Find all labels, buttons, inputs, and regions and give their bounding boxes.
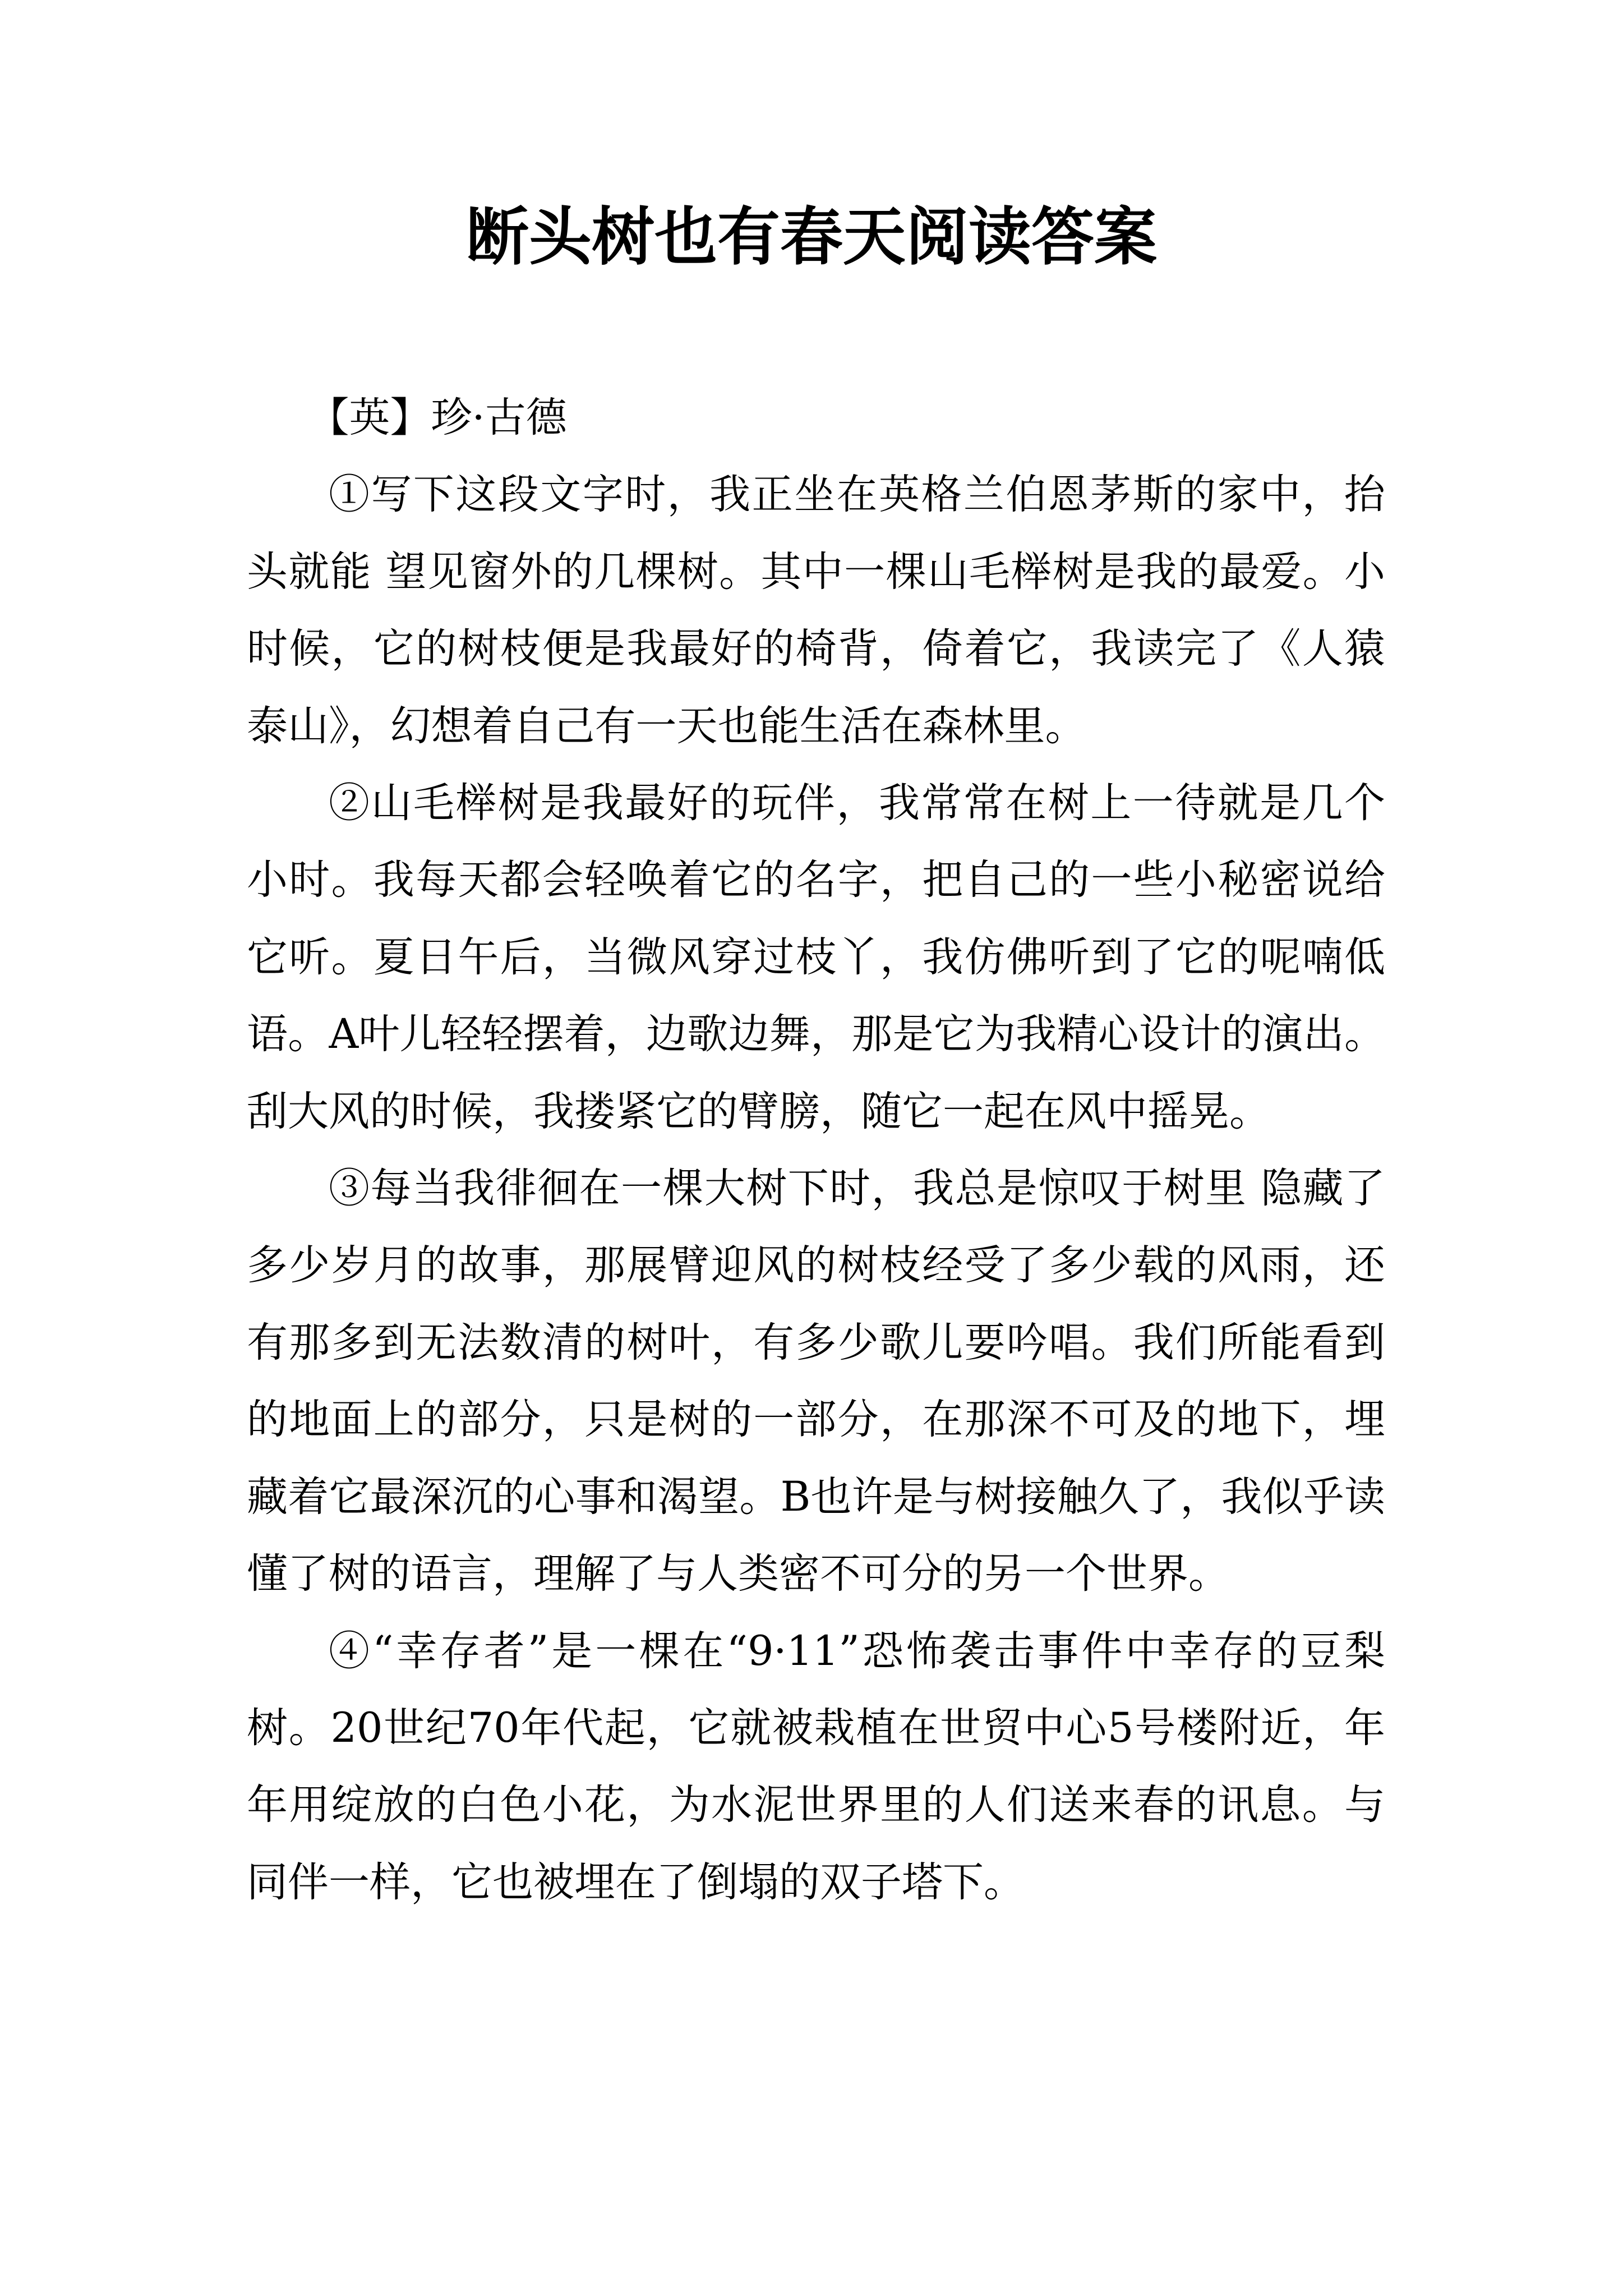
document-title: 断头树也有春天阅读答案	[466, 200, 1157, 274]
paragraph-3: ③每当我徘徊在一棵大树下时，我总是惊叹于树里 隐藏了多少岁月的故事，那展臂迎风的树枝经受了多少载的风雨，还有那多到无法数清的树叶，有多少歌儿要吟唱。我们所能看到的地面上的部分，只是树的一部分，在那深不可及的地下，埋藏着它最深沉的心事和渴望。B也许是与树接触久了，我似乎读懂了树的语言，理解了与人类密不可分的另一个世界。	[247, 1165, 1385, 1598]
paragraph-2: ②山毛榉树是我最好的玩伴，我常常在树上一待就是几个小时。我每天都会轻唤着它的名字，把自己的一些小秘密说给它听。夏日午后，当微风穿过枝丫，我仿佛听到了它的呢喃低语。A叶儿轻轻摆着，边歌边舞，那是它为我精心设计的演出。刮大风的时候，我搂紧它的臂膀，随它一起在风中摇晃。	[247, 779, 1385, 1135]
document-body	[247, 379, 1385, 1921]
paragraph-1: ①写下这段文字时，我正坐在英格兰伯恩茅斯的家中，抬头就能 望见窗外的几棵树。其中一棵山毛榉树是我的最爱。小时候，它的树枝便是我最好的椅背，倚着它，我读完了《人猿泰山》，幻想着自己有一天也能生活在森林里。	[247, 471, 1385, 750]
author-line: 【英】珍·古德	[308, 394, 567, 441]
paragraph-4: ④“幸存者”是一棵在“9·11”恐怖袭击事件中幸存的豆梨树。20世纪70年代起，它就被栽植在世贸中心5号楼附近，年年用绽放的白色小花，为水泥世界里的人们送来春的讯息。与同伴一样，它也被埋在了倒塌的双子塔下。	[247, 1627, 1385, 1906]
